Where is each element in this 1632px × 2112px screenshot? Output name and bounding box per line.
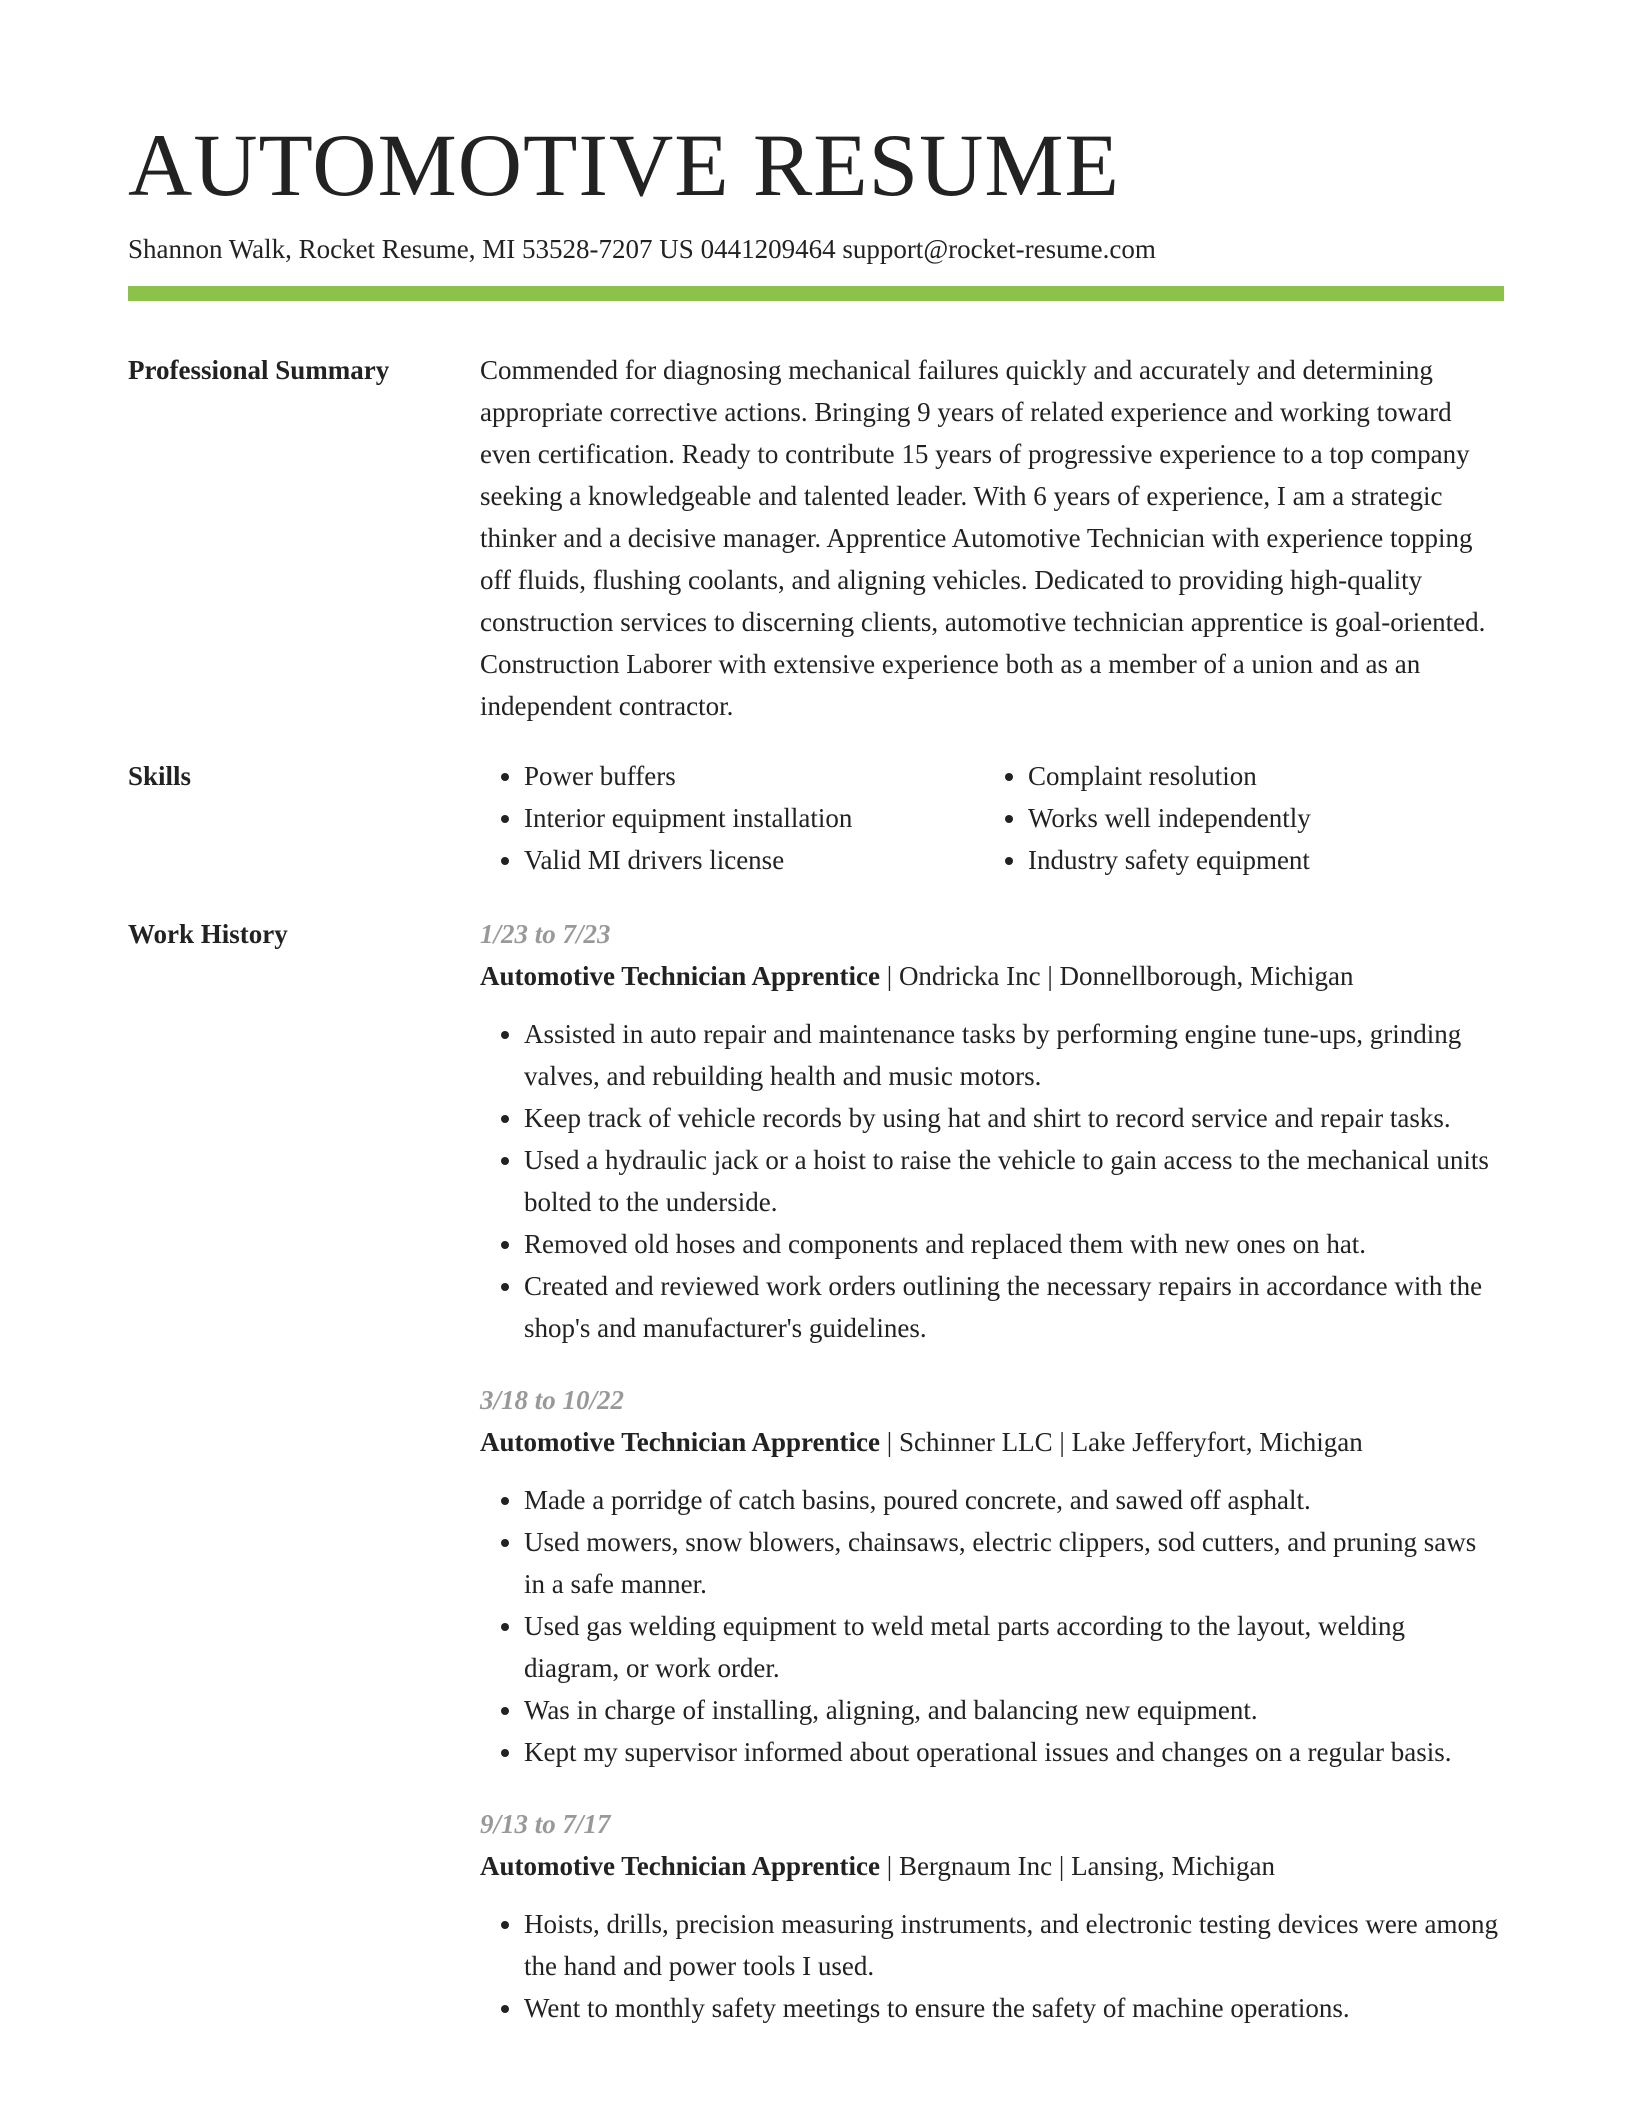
work-history-label: Work History bbox=[128, 919, 288, 949]
header-divider bbox=[128, 286, 1504, 301]
skill-item: • Interior equipment installation bbox=[524, 797, 984, 839]
skill-item: • Complaint resolution bbox=[1028, 755, 1504, 797]
skill-item: • Valid MI drivers license bbox=[524, 839, 984, 881]
job-duty: • Kept my supervisor informed about operational issues and changes on a regular basis. bbox=[524, 1731, 1504, 1773]
job-duty: • Made a porridge of catch basins, poured concrete, and sawed off asphalt. bbox=[524, 1479, 1504, 1521]
job-company: | Ondricka Inc bbox=[880, 961, 1041, 991]
job-duty: • Used a hydraulic jack or a hoist to raise the vehicle to gain access to the mechanical units bolted to the underside. bbox=[524, 1139, 1504, 1223]
skill-item: • Power buffers bbox=[524, 755, 984, 797]
skill-item: • Works well independently bbox=[1028, 797, 1504, 839]
job-company: | Schinner LLC bbox=[880, 1427, 1053, 1457]
job-duty: • Used mowers, snow blowers, chainsaws, electric clippers, sod cutters, and pruning saws in a safe manner. bbox=[524, 1521, 1504, 1605]
skills-grid bbox=[480, 755, 1504, 881]
job-duty: • Removed old hoses and components and replaced them with new ones on hat. bbox=[524, 1223, 1504, 1265]
skills-list-right bbox=[984, 755, 1504, 881]
contact-name: Shannon Walk, bbox=[128, 234, 292, 264]
job-duty: • Hoists, drills, precision measuring instruments, and electronic testing devices were among the hand and power tools I used. bbox=[524, 1903, 1504, 1987]
contact-zip: 53528-7207 bbox=[522, 234, 653, 264]
job-dates: 3/18 to 10/22 bbox=[480, 1385, 625, 1415]
job-heading bbox=[480, 955, 1504, 997]
job-title: Automotive Technician Apprentice bbox=[480, 1851, 881, 1881]
skills-label: Skills bbox=[128, 761, 192, 791]
job-dates: 1/23 to 7/23 bbox=[480, 919, 611, 949]
contact-city-state: Rocket Resume, MI bbox=[298, 234, 516, 264]
job-location: | Lansing, Michigan bbox=[1052, 1851, 1275, 1881]
job-duty: • Was in charge of installing, aligning, and balancing new equipment. bbox=[524, 1689, 1504, 1731]
job-title: Automotive Technician Apprentice bbox=[480, 961, 881, 991]
contact-line bbox=[128, 232, 1156, 266]
contact-phone: 0441209464 bbox=[700, 234, 836, 264]
summary-body bbox=[480, 349, 1504, 727]
job-title: Automotive Technician Apprentice bbox=[480, 1427, 881, 1457]
skills-list-left bbox=[480, 755, 984, 881]
summary-label: Professional Summary bbox=[128, 355, 390, 385]
job-duty: • Assisted in auto repair and maintenance tasks by performing engine tune-ups, grinding valves, and rebuilding health and music motors. bbox=[524, 1013, 1504, 1097]
job-entry bbox=[480, 1803, 1504, 2029]
job-entry bbox=[480, 1379, 1504, 1773]
resume-title: AUTOMOTIVE RESUME bbox=[128, 117, 1120, 215]
job-heading bbox=[480, 1421, 1504, 1463]
job-duty: • Created and reviewed work orders outlining the necessary repairs in accordance with the shop's and manufacturer's guidelines. bbox=[524, 1265, 1504, 1349]
skill-item: • Industry safety equipment bbox=[1028, 839, 1504, 881]
job-entry bbox=[480, 913, 1504, 1349]
job-company: | Bergnaum Inc bbox=[880, 1851, 1052, 1881]
job-duties bbox=[480, 1479, 1504, 1773]
contact-country: US bbox=[659, 234, 694, 264]
job-duties bbox=[480, 1013, 1504, 1349]
job-duty: • Used gas welding equipment to weld metal parts according to the layout, welding diagram, or work order. bbox=[524, 1605, 1504, 1689]
summary-text: Commended for diagnosing mechanical failures quickly and accurately and determining appropriate corrective actions. Bringing 9 years of related experience and working toward even certification. Ready to contribute 15 years of progressive experience to a top company seeking a knowledgeable and talented leader. With 6 years of experience, I am a strategic thinker and a decisive manager. Apprentice Automotive Technician with experience topping off fluids, flushing coolants, and aligning vehicles. Dedicated to providing high-quality construction services to discerning clients, automotive technician apprentice is goal-oriented. Construction Laborer with extensive experience both as a member of a union and as an independent contractor. bbox=[480, 355, 1486, 721]
job-heading bbox=[480, 1845, 1504, 1887]
contact-email[interactable]: support@rocket-resume.com bbox=[842, 234, 1156, 264]
job-duty: • Keep track of vehicle records by using hat and shirt to record service and repair tasks. bbox=[524, 1097, 1504, 1139]
job-dates: 9/13 to 7/17 bbox=[480, 1809, 611, 1839]
work-history-body bbox=[480, 913, 1504, 2059]
job-duties bbox=[480, 1903, 1504, 2029]
job-location: | Donnellborough, Michigan bbox=[1041, 961, 1354, 991]
job-location: | Lake Jefferyfort, Michigan bbox=[1053, 1427, 1363, 1457]
job-duty: • Went to monthly safety meetings to ensure the safety of machine operations. bbox=[524, 1987, 1504, 2029]
